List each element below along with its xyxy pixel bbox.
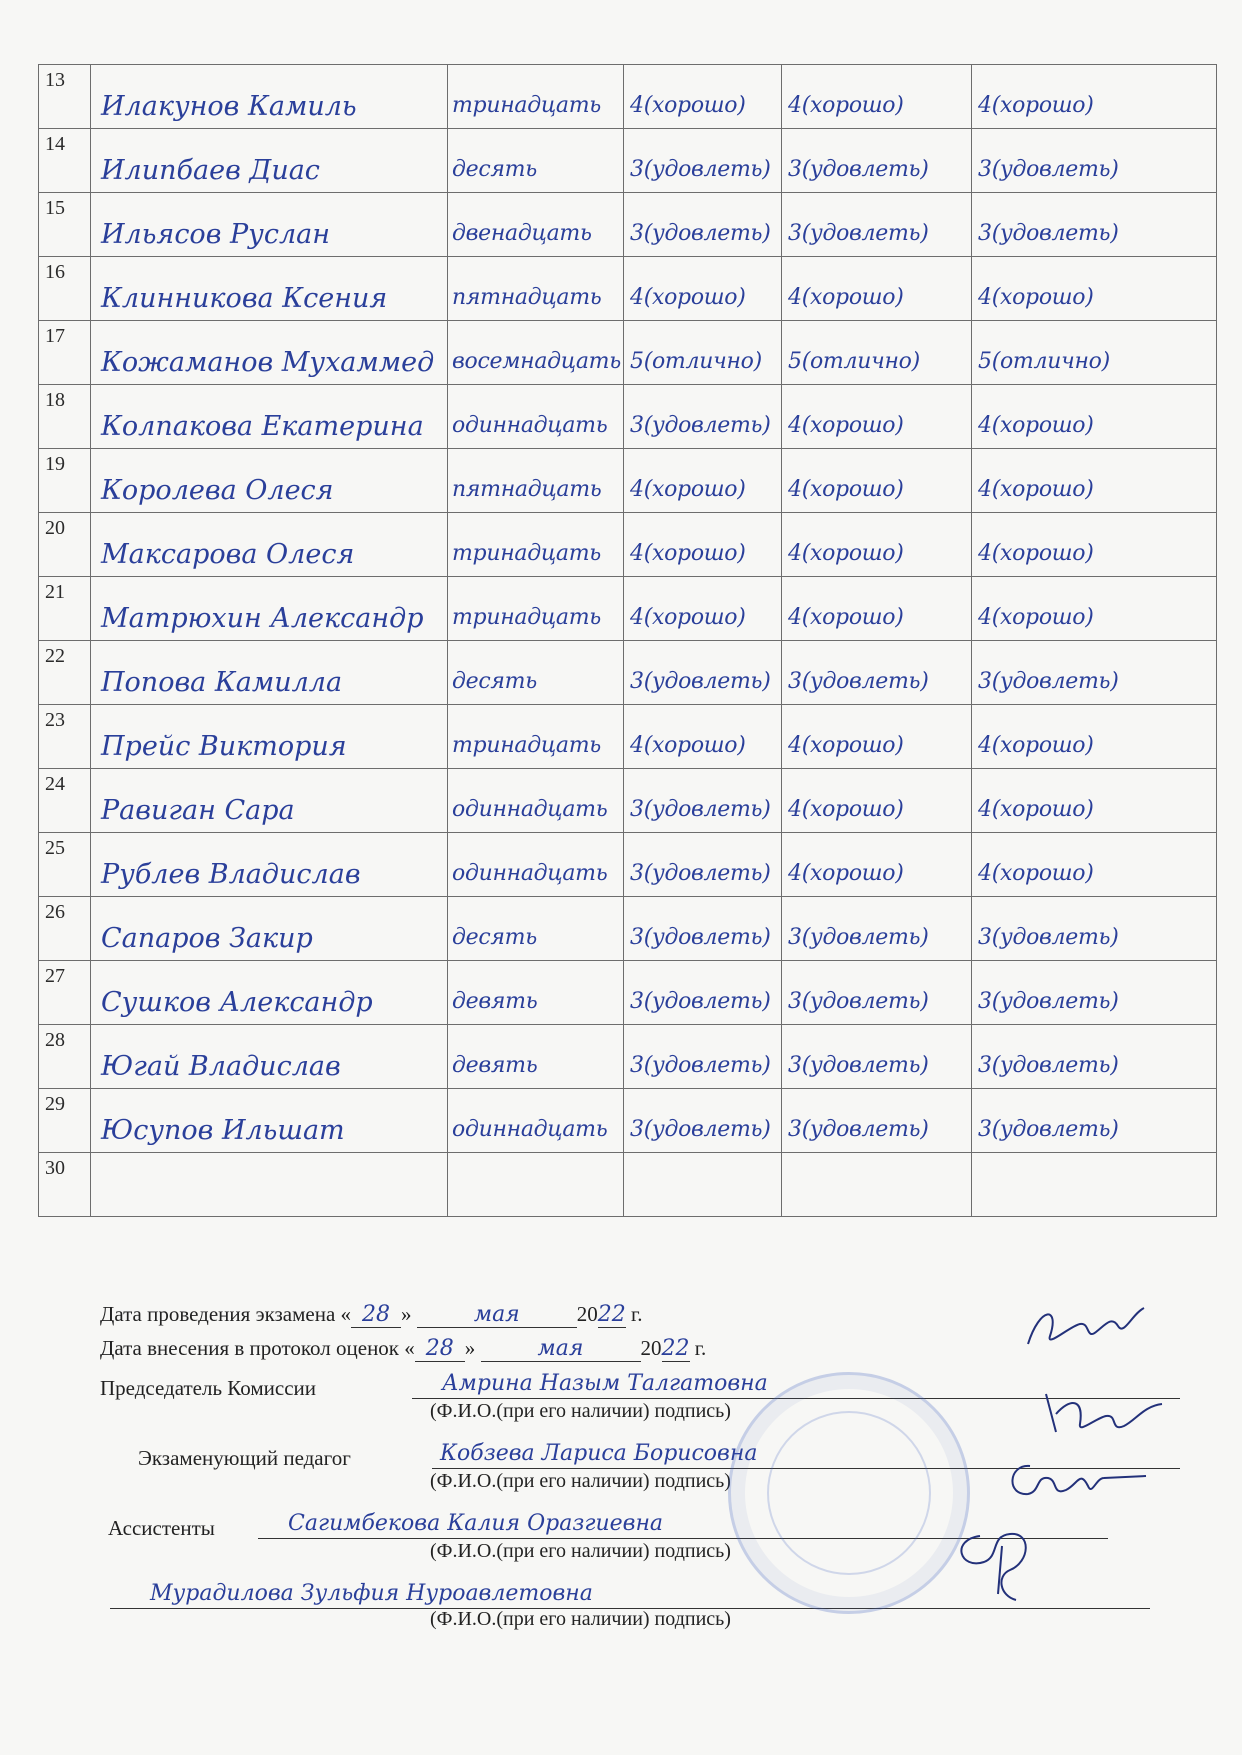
grade-1: 3(удовлеть) [630, 221, 771, 246]
student-name-cell [91, 129, 448, 193]
score-in-words: одиннадцать [452, 861, 608, 886]
row-number: 17 [45, 325, 65, 347]
table-row [39, 961, 1217, 1025]
grade-3: 3(удовлеть) [978, 157, 1119, 182]
score-in-words: тринадцать [452, 93, 601, 118]
grade-3-cell [972, 385, 1217, 449]
student-name: Максарова Олеся [101, 539, 355, 570]
protocol-date-quote: » [464, 1336, 476, 1360]
grade-1-cell [624, 513, 782, 577]
row-number-cell [39, 769, 91, 833]
score-in-words-cell [448, 833, 624, 897]
row-number-cell [39, 65, 91, 129]
row-number: 15 [45, 197, 65, 219]
student-name: Ильясов Руслан [101, 219, 331, 250]
chairman-name: Амрина Назым Талгатовна [442, 1371, 768, 1396]
grade-2: 4(хорошо) [788, 861, 904, 886]
grade-3: 3(удовлеть) [978, 221, 1119, 246]
grade-2: 4(хорошо) [788, 93, 904, 118]
row-number-cell [39, 1089, 91, 1153]
row-number-cell [39, 449, 91, 513]
score-in-words: пятнадцать [452, 285, 602, 310]
grade-3-cell [972, 577, 1217, 641]
student-name-cell [91, 769, 448, 833]
grade-2: 5(отлично) [788, 349, 920, 374]
grade-3: 4(хорошо) [978, 733, 1094, 758]
row-number: 25 [45, 837, 65, 859]
student-name: Илипбаев Диас [101, 155, 320, 186]
chairman-signature [1020, 1296, 1160, 1356]
grade-2-cell [782, 1025, 972, 1089]
student-name: Клинникова Ксения [101, 283, 388, 314]
grade-1: 4(хорошо) [630, 93, 746, 118]
score-in-words: тринадцать [452, 605, 601, 630]
table-row [39, 769, 1217, 833]
table-row [39, 897, 1217, 961]
row-number: 26 [45, 901, 65, 923]
score-in-words: десять [452, 669, 537, 694]
row-number: 20 [45, 517, 65, 539]
row-number-cell [39, 705, 91, 769]
grade-1-cell [624, 385, 782, 449]
grade-2-cell [782, 513, 972, 577]
grade-3: 4(хорошо) [978, 861, 1094, 886]
student-name: Сушков Александр [101, 987, 373, 1018]
grade-3: 4(хорошо) [978, 285, 1094, 310]
row-number: 30 [45, 1157, 65, 1179]
score-in-words-cell [448, 385, 624, 449]
grade-3-cell [972, 65, 1217, 129]
grade-3 [972, 1206, 1216, 1216]
score-in-words: одиннадцать [452, 413, 608, 438]
grade-2-cell [782, 833, 972, 897]
grade-3-cell [972, 897, 1217, 961]
table-row [39, 1089, 1217, 1153]
grade-1: 3(удовлеть) [630, 413, 771, 438]
grade-2: 4(хорошо) [788, 797, 904, 822]
grade-3: 4(хорошо) [978, 93, 1094, 118]
grade-1-cell [624, 961, 782, 1025]
table-row [39, 1025, 1217, 1089]
grade-3-cell [972, 129, 1217, 193]
grade-1: 3(удовлеть) [630, 669, 771, 694]
grade-3-cell [972, 769, 1217, 833]
score-in-words-cell [448, 1153, 624, 1217]
grade-2-cell [782, 1153, 972, 1217]
grade-3-cell [972, 705, 1217, 769]
grade-3: 3(удовлеть) [978, 669, 1119, 694]
grade-1-cell [624, 833, 782, 897]
grade-3-cell [972, 257, 1217, 321]
grade-3: 3(удовлеть) [978, 925, 1119, 950]
score-in-words-cell [448, 257, 624, 321]
score-in-words-cell [448, 1089, 624, 1153]
score-in-words-cell [448, 513, 624, 577]
chairman-caption: (Ф.И.О.(при его наличии) подпись) [430, 1400, 731, 1422]
exam-day: 28 [362, 1302, 391, 1327]
grade-3: 4(хорошо) [978, 797, 1094, 822]
row-number-cell [39, 385, 91, 449]
student-name: Сапаров Закир [101, 923, 313, 954]
grade-1: 4(хорошо) [630, 733, 746, 758]
score-in-words: одиннадцать [452, 1117, 608, 1142]
grade-2-cell [782, 385, 972, 449]
grade-3: 4(хорошо) [978, 477, 1094, 502]
table-row [39, 65, 1217, 129]
assistant2-name: Мурадилова Зульфия Нуроавлетовна [150, 1581, 593, 1606]
grade-2-cell [782, 257, 972, 321]
score-in-words: тринадцать [452, 733, 601, 758]
grade-3-cell [972, 513, 1217, 577]
examiner-caption: (Ф.И.О.(при его наличии) подпись) [430, 1470, 731, 1492]
row-number-cell [39, 833, 91, 897]
grade-1-cell [624, 577, 782, 641]
row-number: 27 [45, 965, 65, 987]
student-name: Илакунов Камиль [101, 91, 357, 122]
grade-2: 4(хорошо) [788, 605, 904, 630]
grade-2: 3(удовлеть) [788, 1053, 929, 1078]
protocol-year-suffix: 22 [661, 1336, 690, 1361]
grade-2-cell [782, 769, 972, 833]
grade-3-cell [972, 961, 1217, 1025]
exam-date-line [100, 1302, 643, 1328]
score-in-words-cell [448, 641, 624, 705]
grade-3-cell [972, 1153, 1217, 1217]
table-row [39, 641, 1217, 705]
table-row [39, 129, 1217, 193]
row-number: 14 [45, 133, 65, 155]
student-name: Югай Владислав [101, 1051, 341, 1082]
grade-3-cell [972, 1089, 1217, 1153]
score-in-words: девять [452, 989, 538, 1014]
score-in-words-cell [448, 897, 624, 961]
grade-2: 3(удовлеть) [788, 925, 929, 950]
grade-2 [782, 1206, 971, 1216]
grade-2: 4(хорошо) [788, 733, 904, 758]
grade-2-cell [782, 1089, 972, 1153]
grade-1-cell [624, 705, 782, 769]
grades-table-body [39, 65, 1217, 1217]
student-name-cell [91, 705, 448, 769]
grade-1: 5(отлично) [630, 349, 762, 374]
student-name: Кожаманов Мухаммед [101, 347, 435, 378]
score-in-words-cell [448, 1025, 624, 1089]
grade-1-cell [624, 1089, 782, 1153]
grade-1: 3(удовлеть) [630, 157, 771, 182]
score-in-words: тринадцать [452, 541, 601, 566]
examiner-label: Экзаменующий педагог [138, 1446, 351, 1470]
row-number: 23 [45, 709, 65, 731]
table-row [39, 257, 1217, 321]
table-row [39, 193, 1217, 257]
table-row [39, 577, 1217, 641]
grade-2: 3(удовлеть) [788, 221, 929, 246]
assistants-label: Ассистенты [108, 1516, 215, 1540]
student-name-cell [91, 833, 448, 897]
grade-3: 4(хорошо) [978, 541, 1094, 566]
score-in-words-cell [448, 65, 624, 129]
row-number-cell [39, 321, 91, 385]
grade-2: 4(хорошо) [788, 413, 904, 438]
grade-3-cell [972, 193, 1217, 257]
table-row [39, 385, 1217, 449]
grade-1: 4(хорошо) [630, 541, 746, 566]
student-name-cell [91, 961, 448, 1025]
student-name-cell [91, 449, 448, 513]
score-in-words-cell [448, 577, 624, 641]
protocol-day: 28 [425, 1336, 454, 1361]
score-in-words: девять [452, 1053, 538, 1078]
student-name: Рублев Владислав [101, 859, 361, 890]
student-name [91, 1210, 448, 1216]
row-number: 21 [45, 581, 65, 603]
assistant1-caption: (Ф.И.О.(при его наличии) подпись) [430, 1540, 731, 1562]
exam-date-label: Дата проведения экзамена « [100, 1302, 352, 1326]
row-number-cell [39, 1025, 91, 1089]
student-name-cell [91, 193, 448, 257]
row-number-cell [39, 257, 91, 321]
score-in-words: пятнадцать [452, 477, 602, 502]
student-name-cell [91, 1025, 448, 1089]
grade-1-cell [624, 1153, 782, 1217]
grade-3: 3(удовлеть) [978, 1117, 1119, 1142]
assistant2-signature [940, 1526, 1050, 1606]
grade-1-cell [624, 641, 782, 705]
grade-1-cell [624, 897, 782, 961]
grade-1-cell [624, 257, 782, 321]
student-name: Юсупов Ильшат [101, 1115, 345, 1146]
student-name-cell [91, 321, 448, 385]
grade-1: 3(удовлеть) [630, 1117, 771, 1142]
grade-3-cell [972, 1025, 1217, 1089]
row-number: 22 [45, 645, 65, 667]
grades-table [38, 64, 1217, 1217]
grade-1: 4(хорошо) [630, 477, 746, 502]
protocol-date-line [100, 1336, 706, 1362]
grade-2-cell [782, 449, 972, 513]
assistant1-name: Сагимбекова Калия Оразгиевна [288, 1511, 664, 1536]
grade-2-cell [782, 961, 972, 1025]
student-name: Прейс Виктория [101, 731, 347, 762]
grade-2-cell [782, 321, 972, 385]
exam-year-end: г. [631, 1302, 643, 1326]
row-number-cell [39, 1153, 91, 1217]
grade-3: 3(удовлеть) [978, 989, 1119, 1014]
grade-2-cell [782, 897, 972, 961]
grade-2: 3(удовлеть) [788, 989, 929, 1014]
grade-1: 3(удовлеть) [630, 797, 771, 822]
protocol-year-prefix: 20 [640, 1336, 662, 1360]
score-in-words-cell [448, 961, 624, 1025]
row-number-cell [39, 193, 91, 257]
student-name-cell [91, 257, 448, 321]
grade-2: 3(удовлеть) [788, 1117, 929, 1142]
student-name: Королева Олеся [101, 475, 334, 506]
row-number: 28 [45, 1029, 65, 1051]
grade-2: 3(удовлеть) [788, 157, 929, 182]
row-number-cell [39, 961, 91, 1025]
grade-1: 4(хорошо) [630, 605, 746, 630]
official-stamp [728, 1372, 970, 1614]
score-in-words: двенадцать [452, 221, 592, 246]
row-number: 18 [45, 389, 65, 411]
grade-2-cell [782, 705, 972, 769]
grade-3-cell [972, 833, 1217, 897]
grade-2-cell [782, 193, 972, 257]
row-number-cell [39, 129, 91, 193]
student-name: Равиган Сара [101, 795, 295, 826]
student-name-cell [91, 577, 448, 641]
table-row [39, 513, 1217, 577]
row-number: 19 [45, 453, 65, 475]
grade-2-cell [782, 577, 972, 641]
row-number-cell [39, 577, 91, 641]
score-in-words-cell [448, 321, 624, 385]
grade-2-cell [782, 129, 972, 193]
score-in-words: десять [452, 925, 537, 950]
exam-date-quote: » [401, 1302, 412, 1326]
student-name: Колпакова Екатерина [101, 411, 424, 442]
grade-1: 3(удовлеть) [630, 989, 771, 1014]
student-name-cell [91, 513, 448, 577]
row-number-cell [39, 897, 91, 961]
score-in-words [448, 1206, 623, 1216]
chairman-label: Председатель Комиссии [100, 1376, 316, 1400]
grade-3: 3(удовлеть) [978, 1053, 1119, 1078]
exam-year-prefix: 20 [576, 1302, 598, 1326]
score-in-words-cell [448, 449, 624, 513]
grade-1: 3(удовлеть) [630, 925, 771, 950]
row-number: 16 [45, 261, 65, 283]
examiner-signature [1040, 1384, 1170, 1440]
score-in-words: восемнадцать [452, 349, 621, 374]
student-name-cell [91, 641, 448, 705]
grade-3-cell [972, 449, 1217, 513]
grade-1-cell [624, 129, 782, 193]
assistant1-signature [1000, 1456, 1150, 1508]
grade-3: 5(отлично) [978, 349, 1110, 374]
score-in-words: десять [452, 157, 537, 182]
student-name-cell [91, 385, 448, 449]
student-name: Матрюхин Александр [101, 603, 424, 634]
score-in-words-cell [448, 705, 624, 769]
row-number: 13 [45, 69, 65, 91]
table-row [39, 321, 1217, 385]
grade-2: 4(хорошо) [788, 477, 904, 502]
grade-1: 4(хорошо) [630, 285, 746, 310]
grade-2: 4(хорошо) [788, 285, 904, 310]
student-name-cell [91, 1089, 448, 1153]
exam-year-suffix: 22 [597, 1302, 626, 1327]
score-in-words-cell [448, 769, 624, 833]
student-name: Попова Камилла [101, 667, 343, 698]
student-name-cell [91, 65, 448, 129]
table-row [39, 449, 1217, 513]
grade-2: 3(удовлеть) [788, 669, 929, 694]
grade-1 [624, 1206, 781, 1216]
protocol-date-label: Дата внесения в протокол оценок « [100, 1336, 415, 1360]
row-number-cell [39, 513, 91, 577]
grade-2-cell [782, 65, 972, 129]
grade-1-cell [624, 193, 782, 257]
assistant2-caption: (Ф.И.О.(при его наличии) подпись) [430, 1608, 731, 1630]
grade-1-cell [624, 65, 782, 129]
row-number-cell [39, 641, 91, 705]
table-row [39, 1153, 1217, 1217]
student-name-cell [91, 897, 448, 961]
score-in-words-cell [448, 129, 624, 193]
grade-1: 3(удовлеть) [630, 861, 771, 886]
examiner-name: Кобзева Лариса Борисовна [440, 1441, 758, 1466]
grade-3-cell [972, 321, 1217, 385]
table-row [39, 705, 1217, 769]
grade-1: 3(удовлеть) [630, 1053, 771, 1078]
score-in-words: одиннадцать [452, 797, 608, 822]
row-number: 29 [45, 1093, 65, 1115]
exam-month: мая [473, 1302, 520, 1327]
score-in-words-cell [448, 193, 624, 257]
grade-3-cell [972, 641, 1217, 705]
grade-2: 4(хорошо) [788, 541, 904, 566]
grade-1-cell [624, 449, 782, 513]
grade-1-cell [624, 1025, 782, 1089]
row-number: 24 [45, 773, 65, 795]
grade-1-cell [624, 321, 782, 385]
grade-1-cell [624, 769, 782, 833]
table-row [39, 833, 1217, 897]
protocol-year-end: г. [694, 1336, 707, 1360]
grade-3: 4(хорошо) [978, 605, 1094, 630]
student-name-cell [91, 1153, 448, 1217]
grade-2-cell [782, 641, 972, 705]
grade-3: 4(хорошо) [978, 413, 1094, 438]
protocol-month: мая [537, 1336, 584, 1361]
